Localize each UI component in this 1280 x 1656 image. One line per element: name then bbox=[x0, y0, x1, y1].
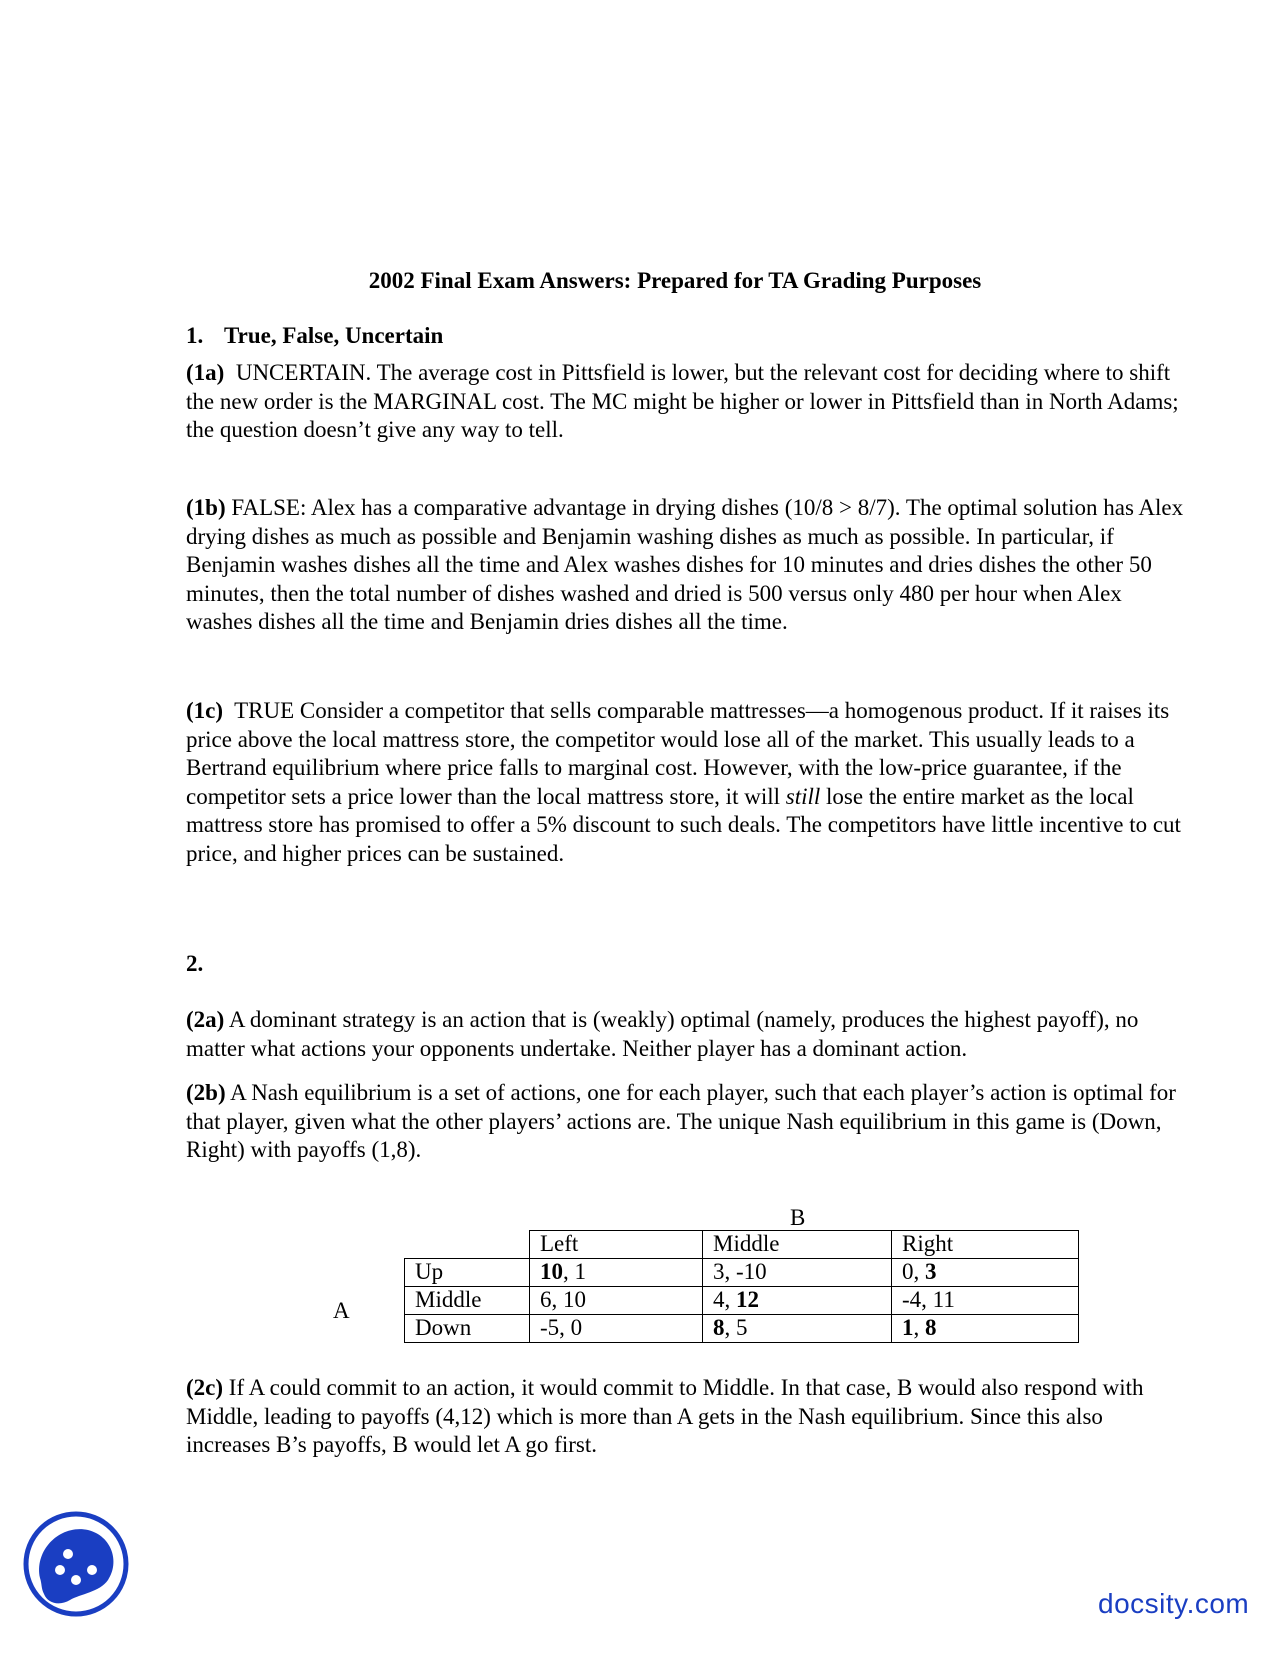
payoff-b-value: 10 bbox=[563, 1287, 586, 1312]
answer-2a-text: A dominant strategy is an action that is (weakly) optimal (namely, produces the highest payoff), no matter what actions your opponents undertake. Neither player has a dominant action. bbox=[186, 1007, 1139, 1061]
answer-1b bbox=[186, 494, 1186, 637]
answer-1c-text-before: TRUE Consider a competitor that sells comparable mattresses—a homogenous product. If it raises its price above the local mattress store, the competitor would lose all of the market. This usually leads to a Bertrand equilibrium where price falls to marginal cost. However, with the low-price guarantee, if the competitor sets a price lower than the local mattress store, it will bbox=[186, 698, 1170, 809]
player-b-label: B bbox=[790, 1205, 806, 1230]
payoff-row bbox=[405, 1287, 1079, 1315]
payoff-a-value: -5 bbox=[540, 1315, 560, 1340]
payoff-a-value: 4 bbox=[713, 1287, 725, 1312]
payoff-corner-cell bbox=[405, 1231, 530, 1259]
payoff-b-value: 3 bbox=[925, 1259, 937, 1284]
player-a-label: A bbox=[333, 1298, 350, 1323]
answer-1c bbox=[186, 697, 1186, 869]
payoff-b-value: 11 bbox=[932, 1287, 955, 1312]
payoff-cell: -5, 0 bbox=[530, 1315, 703, 1343]
payoff-row-label: Up bbox=[405, 1259, 530, 1287]
answer-1c-label: (1c) bbox=[186, 698, 224, 723]
docsity-brand-link[interactable]: docsity.com bbox=[1098, 1588, 1250, 1619]
payoff-cell: 3, -10 bbox=[703, 1259, 892, 1287]
docsity-logo-icon[interactable] bbox=[20, 1508, 132, 1620]
payoff-cell: -4, 11 bbox=[892, 1287, 1079, 1315]
section-1-heading bbox=[186, 322, 443, 350]
payoff-a-value: 6 bbox=[540, 1287, 552, 1312]
answer-1c-text-after: lose the entire market as the local mattress store has promised to offer a 5% discount to such deals. The competitors have little incentive to cut price, and higher prices can be sustained. bbox=[186, 783, 1181, 866]
payoff-b-value: 12 bbox=[736, 1287, 759, 1312]
answer-2c-text: If A could commit to an action, it would commit to Middle. In that case, B would also respond with Middle, leading to payoffs (4,12) which is more than A gets in the Nash equilibrium. Since this also increases B’s payoffs, B would let A go first. bbox=[186, 1375, 1144, 1458]
section-1-number: 1. bbox=[186, 323, 204, 348]
payoff-column-header: Middle bbox=[703, 1231, 892, 1259]
payoff-a-value: 8 bbox=[713, 1315, 725, 1340]
section-1-title: True, False, Uncertain bbox=[224, 323, 444, 348]
payoff-cell: 10, 1 bbox=[530, 1259, 703, 1287]
payoff-cell: 6, 10 bbox=[530, 1287, 703, 1315]
payoff-row-label: Down bbox=[405, 1315, 530, 1343]
answer-2a bbox=[186, 1006, 1186, 1063]
answer-2b bbox=[186, 1079, 1186, 1165]
answer-2b-label: (2b) bbox=[186, 1080, 226, 1105]
payoff-header-row bbox=[405, 1231, 1079, 1259]
answer-2c-label: (2c) bbox=[186, 1375, 224, 1400]
answer-1b-label: (1b) bbox=[186, 495, 226, 520]
payoff-column-header: Right bbox=[892, 1231, 1079, 1259]
payoff-cell: 8, 5 bbox=[703, 1315, 892, 1343]
payoff-b-value: 1 bbox=[574, 1259, 586, 1284]
payoff-row bbox=[405, 1315, 1079, 1343]
payoff-a-value: 0 bbox=[902, 1259, 914, 1284]
payoff-a-value: -4 bbox=[902, 1287, 922, 1312]
payoff-matrix bbox=[404, 1230, 1079, 1343]
answer-1a-text: UNCERTAIN. The average cost in Pittsfield is lower, but the relevant cost for deciding where to shift the new order is the MARGINAL cost. The MC might be higher or lower in Pittsfield than in North Adams; the question doesn’t give any way to tell. bbox=[186, 360, 1179, 443]
payoff-a-value: 1 bbox=[902, 1315, 914, 1340]
payoff-column-header: Left bbox=[530, 1231, 703, 1259]
payoff-b-value: 0 bbox=[570, 1315, 583, 1340]
answer-1a bbox=[186, 359, 1186, 445]
answer-2b-text: A Nash equilibrium is a set of actions, one for each player, such that each player’s action is optimal for that player, given what the other players’ actions are. The unique Nash equilibrium in this game is (Down, Right) with payoffs (1,8). bbox=[186, 1080, 1176, 1163]
payoff-b-value: 5 bbox=[736, 1315, 748, 1340]
answer-1b-text: FALSE: Alex has a comparative advantage in drying dishes (10/8 > 8/7). The optimal solution has Alex drying dishes as much as possible and Benjamin washing dishes as much as possible. In particular, if Benjamin washes dishes all the time and Alex washes dishes for 10 minutes and dries dishes the other 50 minutes, then the total number of dishes washed and dried is 500 versus only 480 per hour when Alex washes dishes all the time and Benjamin dries dishes all the time. bbox=[186, 495, 1184, 635]
payoff-cell: 0, 3 bbox=[892, 1259, 1079, 1287]
answer-2a-label: (2a) bbox=[186, 1007, 225, 1032]
section-2-number: 2. bbox=[186, 951, 204, 976]
payoff-cell: 4, 12 bbox=[703, 1287, 892, 1315]
answer-1a-label: (1a) bbox=[186, 360, 225, 385]
payoff-cell: 1, 8 bbox=[892, 1315, 1079, 1343]
answer-2c bbox=[186, 1374, 1186, 1460]
payoff-b-value: 8 bbox=[925, 1315, 937, 1340]
payoff-a-value: 3 bbox=[713, 1259, 725, 1284]
payoff-a-value: 10 bbox=[540, 1259, 563, 1284]
payoff-row-label: Middle bbox=[405, 1287, 530, 1315]
page-title: 2002 Final Exam Answers: Prepared for TA Grading Purposes bbox=[368, 268, 982, 293]
payoff-b-value: -10 bbox=[736, 1259, 767, 1284]
answer-1c-emphasis: still bbox=[785, 783, 821, 809]
payoff-row bbox=[405, 1259, 1079, 1287]
